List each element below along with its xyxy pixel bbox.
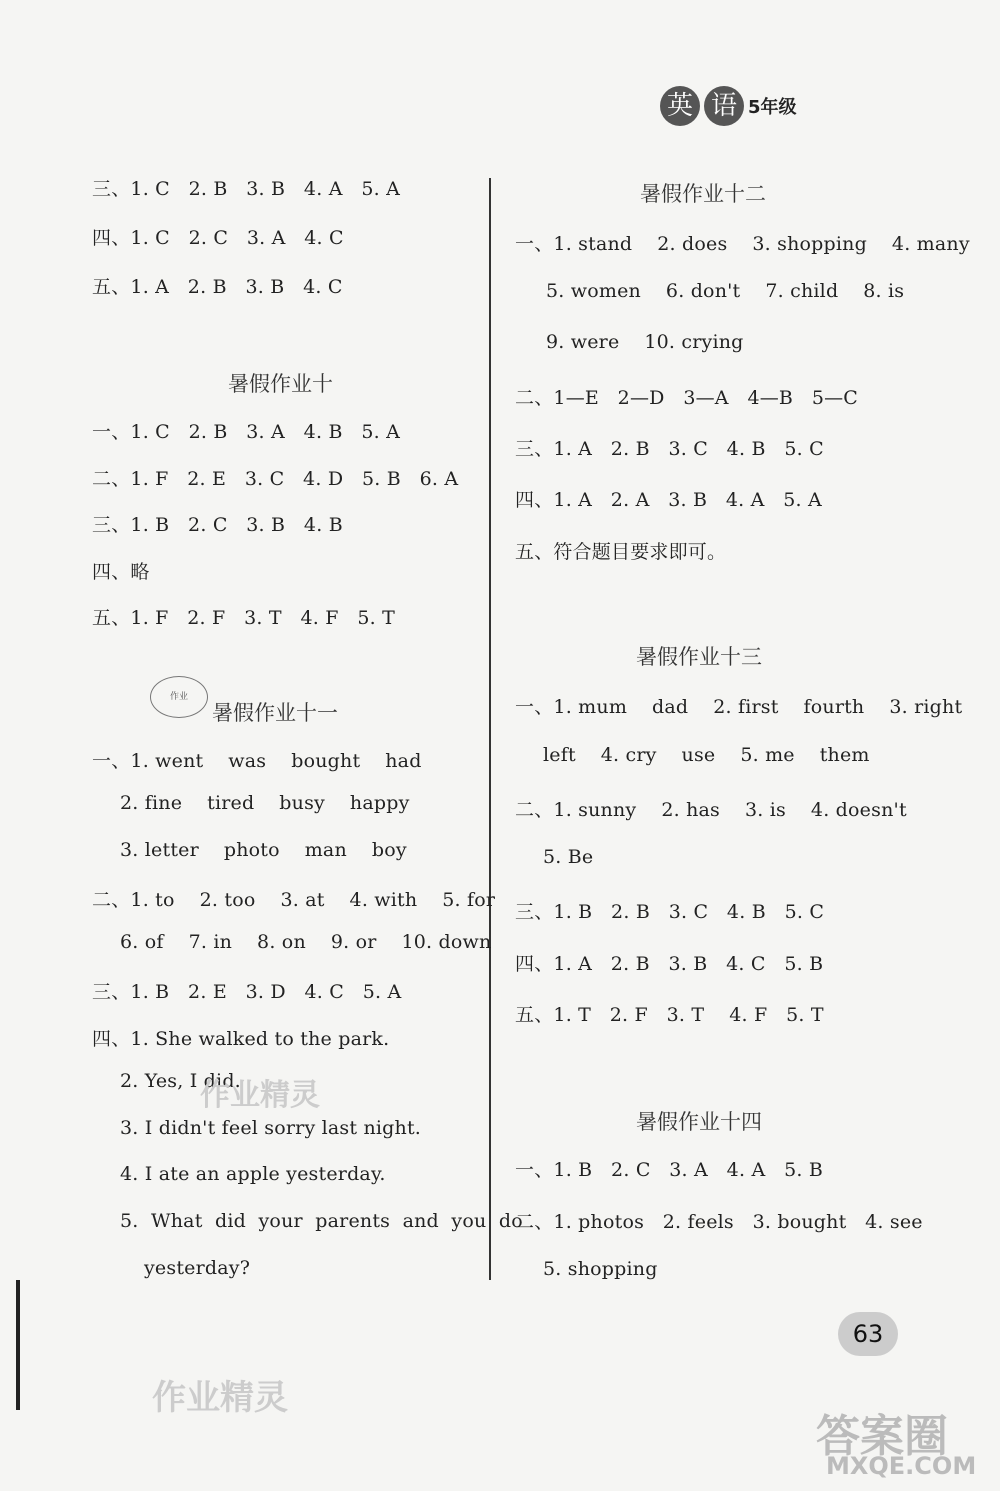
answer-line: 二、1. photos 2. feels 3. bought 4. see	[515, 1211, 923, 1233]
subject-char-2: 语	[704, 86, 744, 126]
answer-line: 五、1. A 2. B 3. B 4. C	[92, 276, 343, 298]
section-title-14: 暑假作业十四	[636, 1110, 762, 1134]
section-title-12: 暑假作业十二	[640, 182, 766, 206]
answer-line: 一、1. mum dad 2. first fourth 3. right	[515, 696, 963, 718]
answer-line: 9. were 10. crying	[546, 331, 744, 353]
answer-line: 五、符合题目要求即可。	[515, 541, 727, 563]
answer-line: 三、1. A 2. B 3. C 4. B 5. C	[515, 438, 824, 460]
answer-line: 一、1. stand 2. does 3. shopping 4. many	[515, 233, 970, 255]
section-title-13: 暑假作业十三	[636, 645, 762, 669]
page-number: 63	[838, 1312, 898, 1356]
watermark: 作业精灵	[152, 1378, 288, 1418]
answer-line: 2. fine tired busy happy	[120, 792, 410, 814]
watermark-logo: 答案圈	[816, 1411, 948, 1462]
answer-line: 一、1. C 2. B 3. A 4. B 5. A	[92, 421, 401, 443]
answer-line: 二、1. F 2. E 3. C 4. D 5. B 6. A	[92, 468, 459, 490]
subject-header	[660, 86, 797, 126]
answer-line: 6. of 7. in 8. on 9. or 10. down	[120, 931, 492, 953]
answer-line: 2. Yes, I did.	[120, 1070, 241, 1092]
subject-char-1: 英	[660, 86, 700, 126]
answer-line: 三、1. C 2. B 3. B 4. A 5. A	[92, 178, 401, 200]
answer-line: 5. What did your parents and you do	[120, 1210, 523, 1232]
page-edge-shadow	[16, 1280, 20, 1410]
watermark: 作业精灵	[200, 1078, 320, 1113]
answer-line: 5. women 6. don't 7. child 8. is	[546, 280, 905, 302]
answer-line: 一、1. B 2. C 3. A 4. A 5. B	[515, 1159, 824, 1181]
answer-line: 三、1. B 2. E 3. D 4. C 5. A	[92, 981, 402, 1003]
answer-line: 三、1. B 2. C 3. B 4. B	[92, 514, 343, 536]
answer-line: 四、略	[92, 561, 150, 583]
answer-line: 5. shopping	[543, 1258, 658, 1280]
answer-line: 三、1. B 2. B 3. C 4. B 5. C	[515, 901, 825, 923]
answer-line: 3. letter photo man boy	[120, 839, 407, 861]
answer-line: left 4. cry use 5. me them	[543, 744, 870, 766]
homework-stamp: 作业	[150, 676, 208, 718]
column-divider	[489, 178, 491, 1280]
answer-line: 5. Be	[543, 846, 594, 868]
answer-line: 五、1. F 2. F 3. T 4. F 5. T	[92, 607, 396, 629]
answer-line: 二、1—E 2—D 3—A 4—B 5—C	[515, 387, 859, 409]
answer-line: 四、1. C 2. C 3. A 4. C	[92, 227, 344, 249]
grade-label: 5年级	[748, 97, 797, 118]
section-title-11: 暑假作业十一	[212, 701, 338, 725]
watermark-url: MXQE.COM	[826, 1452, 977, 1480]
answer-line: 四、1. A 2. B 3. B 4. C 5. B	[515, 953, 824, 975]
section-title-10: 暑假作业十	[228, 372, 333, 396]
answer-line: 二、1. to 2. too 3. at 4. with 5. for	[92, 889, 496, 911]
answer-line: 4. I ate an apple yesterday.	[120, 1163, 386, 1185]
answer-line: 3. I didn't feel sorry last night.	[120, 1117, 422, 1139]
answer-line: yesterday?	[144, 1257, 251, 1279]
answer-line: 四、1. She walked to the park.	[92, 1028, 390, 1050]
answer-line: 五、1. T 2. F 3. T 4. F 5. T	[515, 1004, 824, 1026]
answer-line: 四、1. A 2. A 3. B 4. A 5. A	[515, 489, 822, 511]
answer-line: 一、1. went was bought had	[92, 750, 422, 772]
answer-line: 二、1. sunny 2. has 3. is 4. doesn't	[515, 799, 907, 821]
